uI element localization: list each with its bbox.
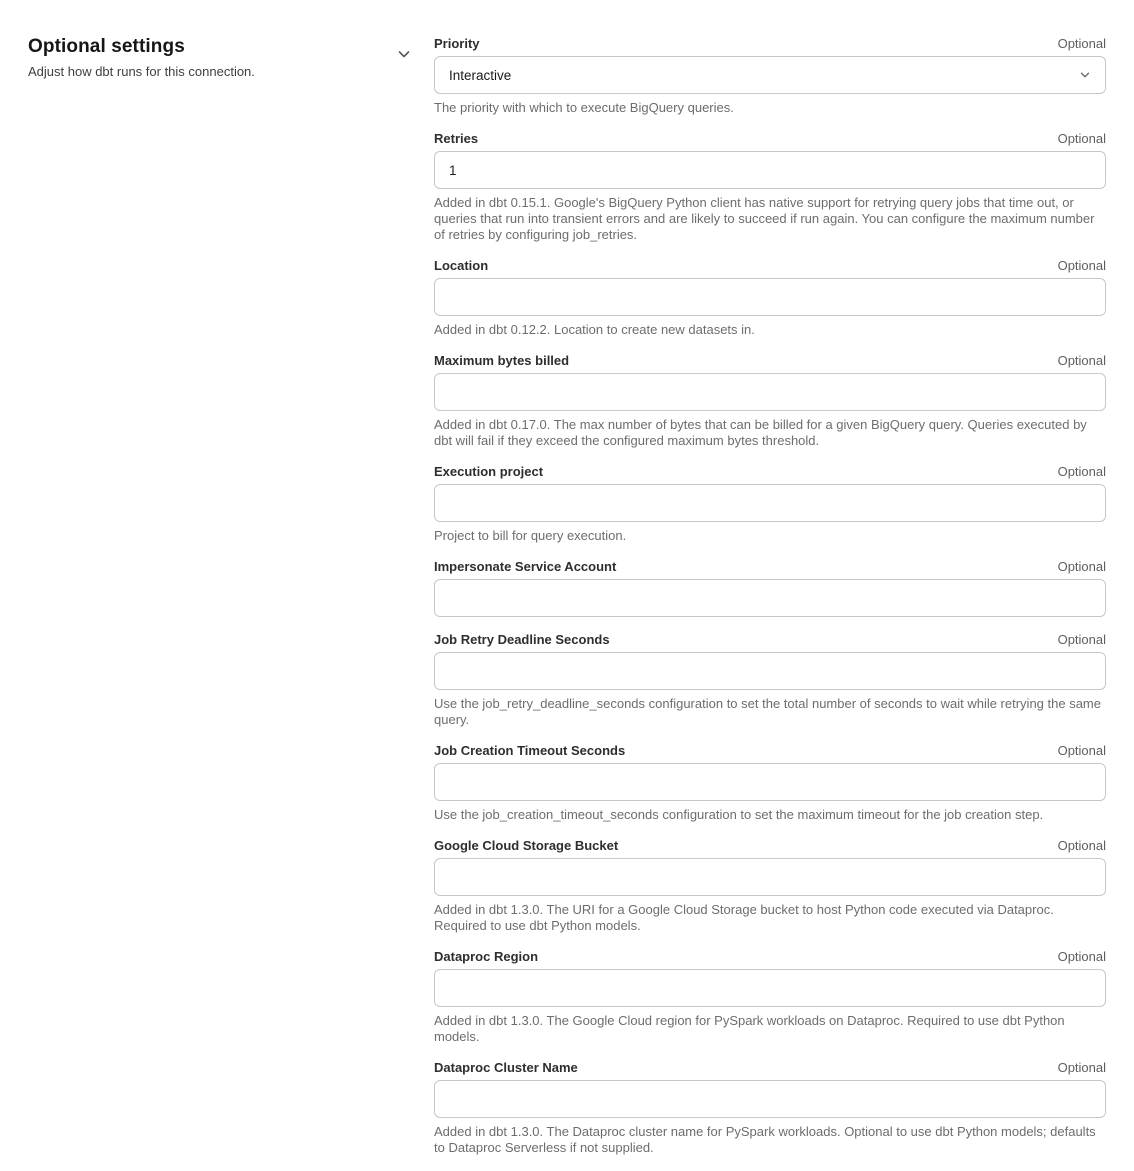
field-help: Added in dbt 0.17.0. The max number of bytes that can be billed for a given BigQuery query. Queries executed by dbt will fail if they exceed the configured maximum bytes threshold. <box>434 417 1087 448</box>
field-label: Dataproc Region <box>434 949 539 964</box>
priority-select[interactable] <box>434 56 1106 94</box>
maximum-bytes-billed-input[interactable] <box>434 373 1106 411</box>
form-field <box>434 258 1106 338</box>
field-label: Priority <box>434 36 480 51</box>
form-field <box>434 464 1106 544</box>
field-help: Added in dbt 0.15.1. Google's BigQuery Python client has native support for retrying query jobs that time out, or queries that run into transient errors and are likely to succeed if run again. You can configure the maximum number of retries by configuring job_retries. <box>434 195 1095 242</box>
optional-settings-form <box>434 36 1106 1171</box>
optional-badge: Optional <box>1057 258 1106 273</box>
retries-input[interactable] <box>434 151 1106 189</box>
field-help: The priority with which to execute BigQuery queries. <box>434 100 734 115</box>
chevron-down-icon <box>1079 69 1091 81</box>
form-field <box>434 559 1106 617</box>
field-label-row <box>434 743 1106 759</box>
location-input[interactable] <box>434 278 1106 316</box>
form-field <box>434 743 1106 823</box>
optional-badge: Optional <box>1057 559 1106 574</box>
optional-badge: Optional <box>1057 743 1106 758</box>
dataproc-cluster-name-input[interactable] <box>434 1080 1106 1118</box>
field-label: Impersonate Service Account <box>434 559 617 574</box>
optional-badge: Optional <box>1057 838 1106 853</box>
field-label-row <box>434 1060 1106 1076</box>
form-field <box>434 131 1106 243</box>
field-label-row <box>434 559 1106 575</box>
section-subtitle: Adjust how dbt runs for this connection. <box>28 64 255 79</box>
field-label-row <box>434 258 1106 274</box>
optional-badge: Optional <box>1057 632 1106 647</box>
optional-settings-section-header <box>28 36 388 79</box>
field-label-row <box>434 949 1106 965</box>
field-label: Job Creation Timeout Seconds <box>434 743 626 758</box>
field-label-row <box>434 36 1106 52</box>
optional-badge: Optional <box>1057 131 1106 146</box>
field-label: Job Retry Deadline Seconds <box>434 632 610 647</box>
job-retry-deadline-seconds-input[interactable] <box>434 652 1106 690</box>
dataproc-region-input[interactable] <box>434 969 1106 1007</box>
field-label: Retries <box>434 131 479 146</box>
form-field <box>434 353 1106 449</box>
field-label: Maximum bytes billed <box>434 353 570 368</box>
field-help: Added in dbt 1.3.0. The URI for a Google Cloud Storage bucket to host Python code executed via Dataproc. Required to use dbt Python models. <box>434 902 1054 933</box>
execution-project-input[interactable] <box>434 484 1106 522</box>
field-label-row <box>434 353 1106 369</box>
optional-badge: Optional <box>1057 949 1106 964</box>
section-title: Optional settings <box>28 36 185 57</box>
form-field <box>434 36 1106 116</box>
field-label: Dataproc Cluster Name <box>434 1060 578 1075</box>
optional-badge: Optional <box>1057 36 1106 51</box>
field-help: Added in dbt 0.12.2. Location to create new datasets in. <box>434 322 755 337</box>
field-label: Google Cloud Storage Bucket <box>434 838 619 853</box>
form-field <box>434 632 1106 728</box>
form-field <box>434 838 1106 934</box>
form-field <box>434 949 1106 1045</box>
field-help: Use the job_retry_deadline_seconds configuration to set the total number of seconds to wait while retrying the same query. <box>434 696 1101 727</box>
optional-badge: Optional <box>1057 464 1106 479</box>
google-cloud-storage-bucket-input[interactable] <box>434 858 1106 896</box>
chevron-down-icon[interactable] <box>396 46 412 62</box>
field-help: Added in dbt 1.3.0. The Dataproc cluster name for PySpark workloads. Optional to use dbt Python models; defaults to Dataproc Serverless if not supplied. <box>434 1124 1096 1155</box>
field-help: Project to bill for query execution. <box>434 528 627 543</box>
field-help: Use the job_creation_timeout_seconds configuration to set the maximum timeout for the job creation step. <box>434 807 1044 822</box>
field-help: Added in dbt 1.3.0. The Google Cloud region for PySpark workloads on Dataproc. Required to use dbt Python models. <box>434 1013 1065 1044</box>
field-label-row <box>434 838 1106 854</box>
job-creation-timeout-seconds-input[interactable] <box>434 763 1106 801</box>
field-label-row <box>434 632 1106 648</box>
field-label-row <box>434 464 1106 480</box>
field-label: Location <box>434 258 489 273</box>
form-field <box>434 1060 1106 1156</box>
impersonate-service-account-input[interactable] <box>434 579 1106 617</box>
field-label-row <box>434 131 1106 147</box>
optional-badge: Optional <box>1057 1060 1106 1075</box>
optional-badge: Optional <box>1057 353 1106 368</box>
select-value: Interactive <box>449 67 512 83</box>
field-label: Execution project <box>434 464 544 479</box>
